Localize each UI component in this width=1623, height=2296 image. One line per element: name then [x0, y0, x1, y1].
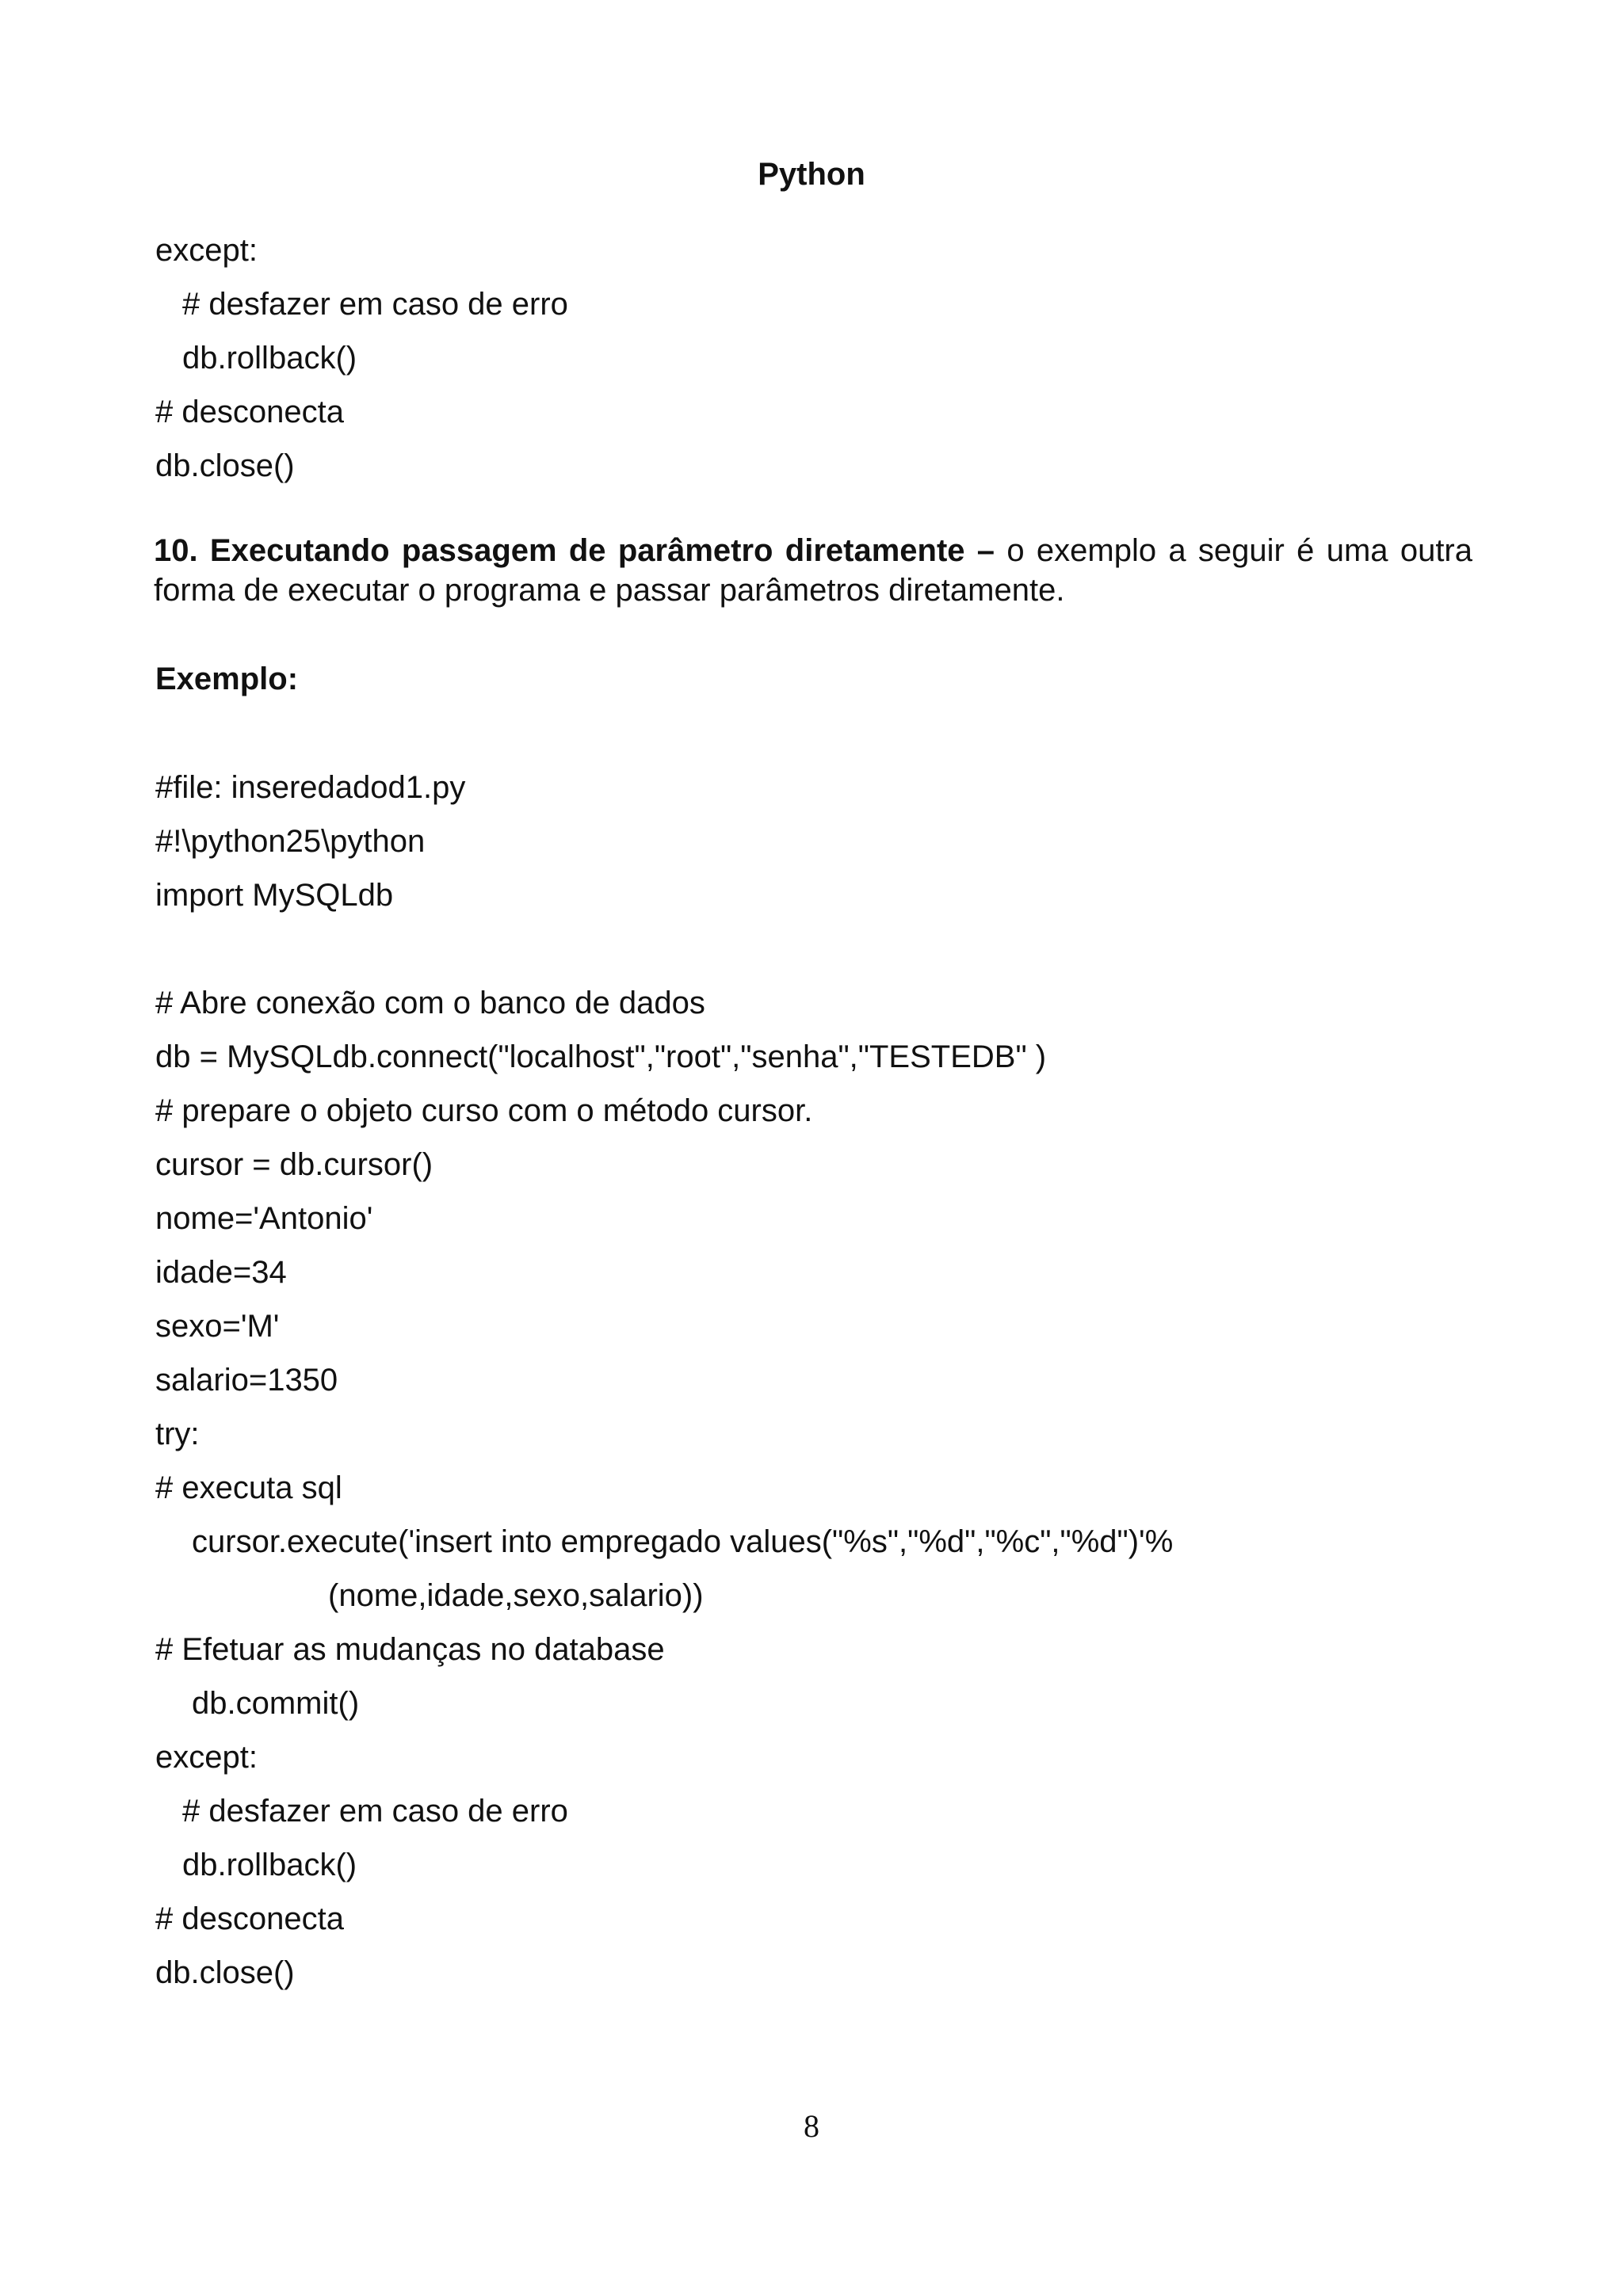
code-line: (nome,idade,sexo,salario)) [328, 1578, 704, 1613]
section-paragraph [154, 531, 1472, 610]
code-line: idade=34 [155, 1255, 287, 1290]
section-body: o exemplo a seguir é uma outra forma de executar o programa e passar parâmetros diretamente. [154, 533, 1472, 608]
page-number: 8 [804, 2108, 819, 2144]
code-line: # desconecta [155, 1901, 344, 1936]
code-line: db = MySQLdb.connect("localhost","root","senha","TESTEDB" ) [155, 1039, 1047, 1074]
code-line: except: [155, 1740, 258, 1775]
code-line: db.close() [155, 448, 295, 483]
code-line: import MySQLdb [155, 878, 394, 913]
code-line: #!\python25\python [155, 824, 426, 859]
code-line: try: [155, 1417, 200, 1451]
code-line: salario=1350 [155, 1363, 338, 1398]
code-line: # Abre conexão com o banco de dados [155, 986, 705, 1020]
code-line: # desconecta [155, 395, 344, 429]
code-line: nome='Antonio' [155, 1201, 373, 1236]
code-block-example-body [155, 976, 1468, 2000]
code-line: #file: inseredadod1.py [155, 770, 466, 805]
code-line: # desfazer em caso de erro [182, 287, 568, 322]
section-heading: 10. Executando passagem de parâmetro diretamente – [154, 533, 995, 568]
code-block-top [155, 223, 1468, 493]
code-block-example-header [155, 761, 1468, 922]
code-line: db.close() [155, 1955, 295, 1990]
code-line: cursor = db.cursor() [155, 1147, 433, 1182]
code-line: sexo='M' [155, 1309, 280, 1344]
code-line: # Efetuar as mudanças no database [155, 1632, 665, 1667]
example-label: Exemplo: [155, 662, 299, 696]
code-line: # desfazer em caso de erro [182, 1794, 568, 1829]
code-line: db.rollback() [182, 1848, 357, 1882]
code-line: db.commit() [192, 1686, 360, 1721]
code-line: cursor.execute('insert into empregado values("%s","%d","%c","%d")'% [192, 1524, 1174, 1559]
code-line: # executa sql [155, 1470, 342, 1505]
code-line: db.rollback() [182, 341, 357, 376]
code-line: except: [155, 233, 258, 268]
code-line: # prepare o objeto curso com o método cursor. [155, 1093, 813, 1128]
page-header: Python [758, 157, 865, 192]
